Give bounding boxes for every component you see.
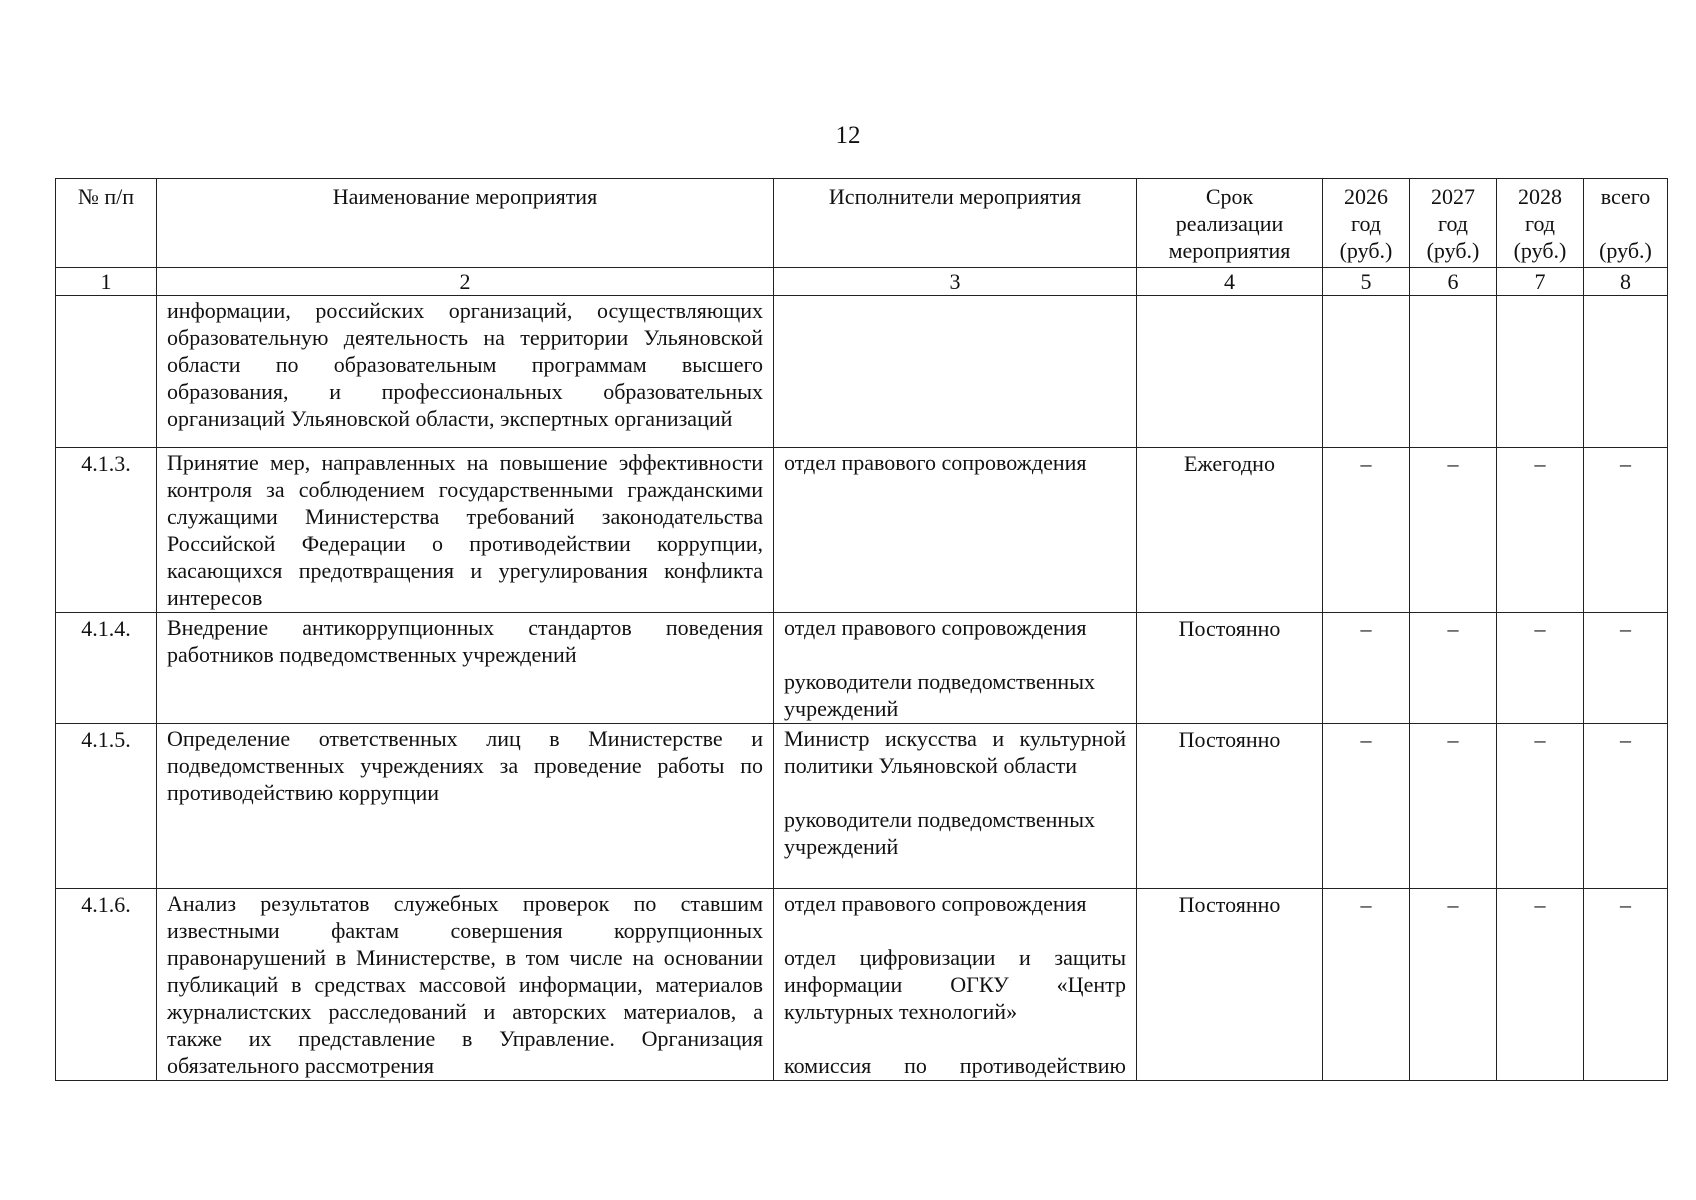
row-name: информации, российских организаций, осуществляющих образовательную деятельность на территории Ульяновской области по образовательным программам высшего образования, и профессиональных образовательных организаций Ульяновской области, экспертных организаций [157, 296, 774, 448]
column-number: 7 [1497, 268, 1584, 296]
executor: Министр искусства и культурной политики Ульяновской области [784, 726, 1126, 778]
row-name: Внедрение антикоррупционных стандартов поведения работников подведомственных учреждений [157, 613, 774, 724]
row-2026: – [1323, 613, 1410, 724]
executor: отдел правового сопровождения [784, 450, 1087, 475]
row-executors [774, 448, 1137, 613]
row-2027 [1410, 296, 1497, 448]
row-term: Ежегодно [1137, 448, 1323, 613]
header-name: Наименование мероприятия [157, 179, 774, 268]
table-row [56, 296, 1668, 448]
column-number: 6 [1410, 268, 1497, 296]
executor: руководители подведомственных учреждений [784, 807, 1095, 859]
header-executors: Исполнители мероприятия [774, 179, 1137, 268]
row-total: – [1584, 724, 1668, 889]
row-term: Постоянно [1137, 889, 1323, 1081]
table-row [56, 724, 1668, 889]
column-number: 2 [157, 268, 774, 296]
row-2028: – [1497, 613, 1584, 724]
row-executors [774, 889, 1137, 1081]
row-index [56, 296, 157, 448]
header-term: Срок реализации мероприятия [1137, 179, 1323, 268]
row-2027: – [1410, 889, 1497, 1081]
row-2026: – [1323, 724, 1410, 889]
row-2026 [1323, 296, 1410, 448]
row-total [1584, 296, 1668, 448]
row-term: Постоянно [1137, 724, 1323, 889]
row-name: Принятие мер, направленных на повышение эффективности контроля за соблюдением государственными гражданскими служащими Министерства требований законодательства Российской Федерации о противодействии коррупции, касающихся предотвращения и урегулирования конфликта интересов [157, 448, 774, 613]
measures-table [55, 178, 1668, 1081]
row-executors [774, 724, 1137, 889]
row-2027: – [1410, 613, 1497, 724]
column-number: 1 [56, 268, 157, 296]
row-executors [774, 296, 1137, 448]
row-2027: – [1410, 724, 1497, 889]
row-total: – [1584, 889, 1668, 1081]
header-2027: 2027 год (руб.) [1410, 179, 1497, 268]
row-2027: – [1410, 448, 1497, 613]
executor: отдел правового сопровождения [784, 615, 1087, 640]
row-term: Постоянно [1137, 613, 1323, 724]
row-2028: – [1497, 889, 1584, 1081]
row-2028 [1497, 296, 1584, 448]
page-number: 12 [835, 122, 861, 149]
header-2026: 2026 год (руб.) [1323, 179, 1410, 268]
header-2028: 2028 год (руб.) [1497, 179, 1584, 268]
row-index: 4.1.6. [56, 889, 157, 1081]
executor: отдел правового сопровождения [784, 891, 1087, 916]
row-term [1137, 296, 1323, 448]
row-2028: – [1497, 448, 1584, 613]
column-number-row [56, 268, 1668, 296]
header-index: № п/п [56, 179, 157, 268]
column-number: 8 [1584, 268, 1668, 296]
table-row [56, 448, 1668, 613]
column-number: 4 [1137, 268, 1323, 296]
row-name: Анализ результатов служебных проверок по ставшим известными фактам совершения коррупционных правонарушений в Министерстве, в том числе на основании публикаций в средствах массовой информации, материалов журналистских расследований и авторских материалов, а также их представление в Управление. Организация обязательного рассмотрения [157, 889, 774, 1081]
row-total: – [1584, 448, 1668, 613]
row-executors [774, 613, 1137, 724]
header-row [56, 179, 1668, 268]
row-index: 4.1.4. [56, 613, 157, 724]
column-number: 3 [774, 268, 1137, 296]
table-row [56, 613, 1668, 724]
row-2026: – [1323, 889, 1410, 1081]
column-number: 5 [1323, 268, 1410, 296]
row-name: Определение ответственных лиц в Министерстве и подведомственных учреждениях за проведение работы по противодействию коррупции [157, 724, 774, 889]
row-index: 4.1.3. [56, 448, 157, 613]
row-total: – [1584, 613, 1668, 724]
executor: отдел цифровизации и защиты информации ОГКУ «Центр культурных технологий» [784, 945, 1126, 1024]
row-index: 4.1.5. [56, 724, 157, 889]
executor: руководители подведомственных учреждений [784, 669, 1095, 721]
row-2026: – [1323, 448, 1410, 613]
table-row [56, 889, 1668, 1081]
header-total: всего (руб.) [1584, 179, 1668, 268]
executor: комиссия по противодействию [784, 1053, 1126, 1078]
row-2028: – [1497, 724, 1584, 889]
